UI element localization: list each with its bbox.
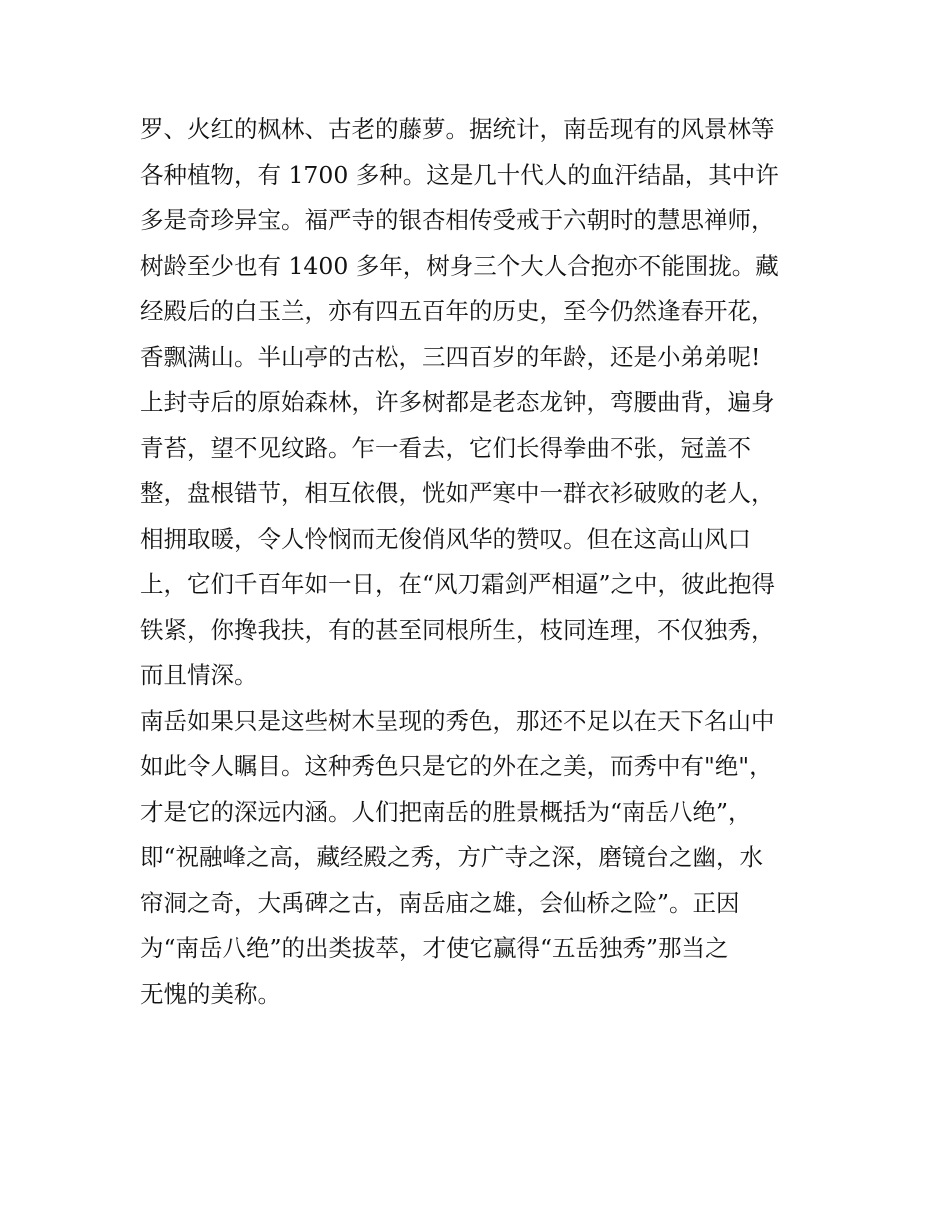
- text-line: 铁紧，你搀我扶，有的甚至同根所生，枝同连理，不仅独秀，: [140, 615, 775, 644]
- text-line: 各种植物，有 1700 多种。这是几十代人的血汗结晶，其中许: [140, 160, 779, 189]
- text-line: 即“祝融峰之高，藏经殿之秀，方广寺之深，磨镜台之幽，水: [140, 843, 764, 871]
- text-line: 上封寺后的原始森林，许多树都是老态龙钟，弯腰曲背，遍身: [140, 388, 775, 416]
- text-line: 经殿后的白玉兰，亦有四五百年的历史，至今仍然逢春开花，: [140, 297, 775, 325]
- text-line: 树龄至少也有 1400 多年，树身三个大人合抱亦不能围拢。藏: [140, 251, 779, 280]
- text-line: 南岳如果只是这些树木呈现的秀色，那还不足以在天下名山中: [140, 706, 775, 735]
- text-line: 如此令人瞩目。这种秀色只是它的外在之美，而秀中有"绝"，: [140, 752, 773, 780]
- text-line: 无愧的美称。: [140, 979, 281, 1008]
- text-line: 帘洞之奇，大禹碑之古，南岳庙之雄，会仙桥之险”。正因: [140, 888, 740, 917]
- text-line: 整，盘根错节，相互依偎，恍如严寒中一群衣衫破败的老人，: [140, 479, 775, 507]
- text-line: 上，它们千百年如一日，在“风刀霜剑严相逼”之中，彼此抱得: [140, 570, 776, 598]
- text-line: 相拥取暖，令人怜悯而无俊俏风华的赞叹。但在这高山风口: [140, 524, 751, 553]
- text-line: 罗、火红的枫林、古老的藤萝。据统计，南岳现有的风景林等: [140, 115, 775, 143]
- body-text: [140, 107, 840, 1017]
- text-line: 青苔，望不见纹路。乍一看去，它们长得拳曲不张，冠盖不: [140, 433, 751, 462]
- text-line: 为“南岳八绝”的出类拔萃，才使它赢得“五岳独秀”那当之: [140, 934, 729, 962]
- text-line: 多是奇珍异宝。福严寺的银杏相传受戒于六朝时的慧思禅师，: [140, 206, 775, 234]
- text-line: 才是它的深远内涵。人们把南岳的胜景概括为“南岳八绝”，: [140, 797, 752, 826]
- text-line: 香飘满山。半山亭的古松，三四百岁的年龄，还是小弟弟呢!: [140, 342, 761, 371]
- text-line: 而且情深。: [140, 661, 258, 689]
